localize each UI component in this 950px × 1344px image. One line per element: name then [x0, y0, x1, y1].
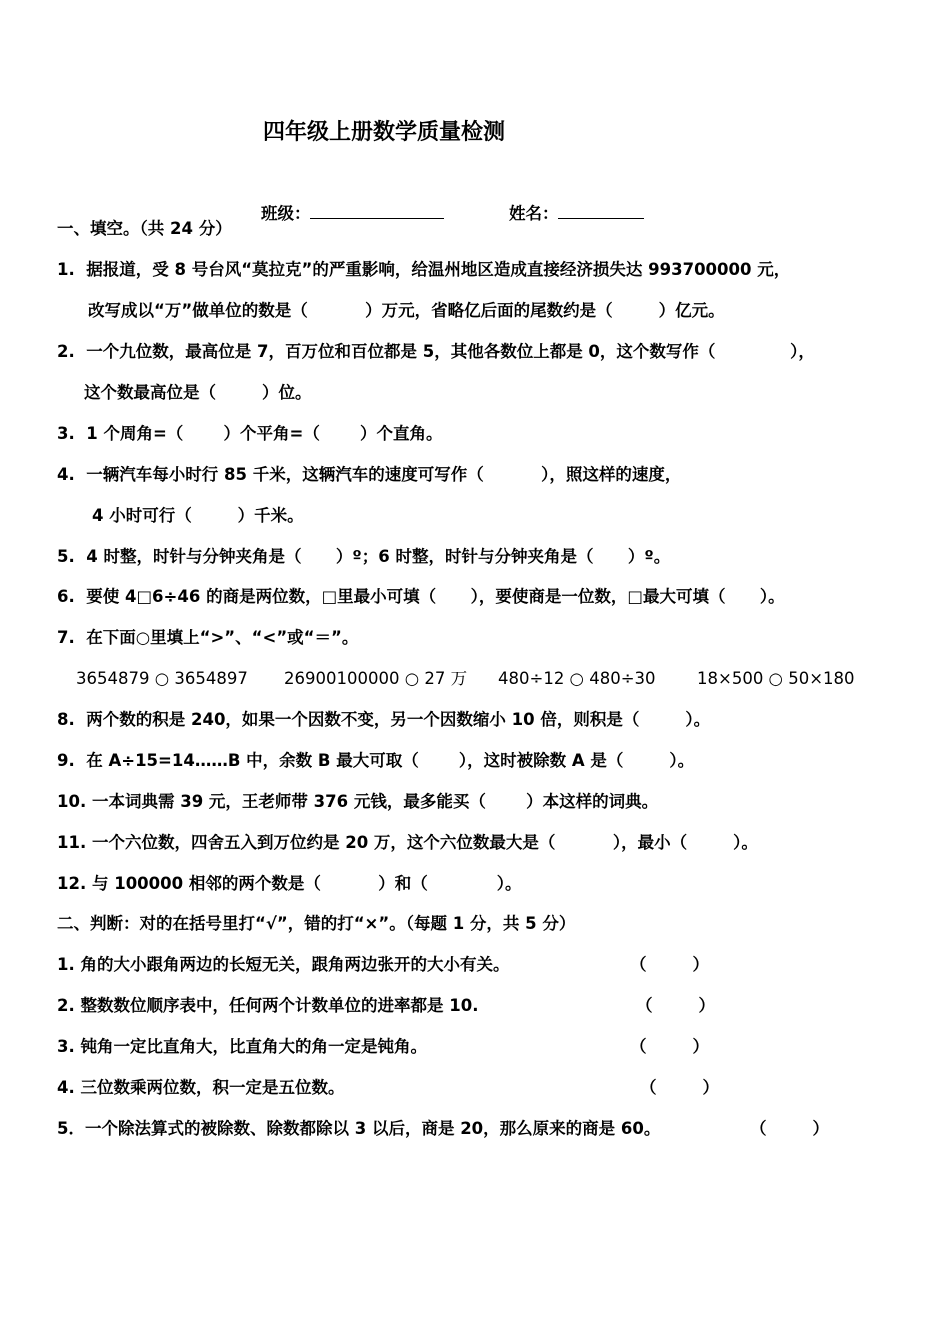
question-5: 5. 4 时整，时针与分钟夹角是（ ）º；6 时整，时针与分钟夹角是（ ）º。 [57, 547, 671, 566]
page-title: 四年级上册数学质量检测 [263, 120, 506, 145]
compare-item-1: 3654879 ○ 3654897 [76, 669, 248, 688]
question-12: 12. 与 100000 相邻的两个数是（ ）和（ ）。 [57, 874, 522, 893]
judge-answer-4[interactable]: （ ） [640, 1078, 719, 1097]
judge-item-4: 4. 三位数乘两位数，积一定是五位数。 [57, 1078, 345, 1097]
compare-item-3: 480÷12 ○ 480÷30 [498, 669, 656, 688]
class-input-line[interactable] [310, 200, 444, 219]
question-4-line2: 4 小时可行（ ）千米。 [92, 506, 304, 525]
question-4-line1: 4. 一辆汽车每小时行 85 千米，这辆汽车的速度可写作（ ），照这样的速度， [57, 465, 682, 484]
question-3: 3. 1 个周角=（ ）个平角=（ ）个直角。 [57, 424, 443, 443]
judge-item-1: 1. 角的大小跟角两边的长短无关，跟角两边张开的大小有关。 [57, 955, 510, 974]
question-6: 6. 要使 4□6÷46 的商是两位数，□里最小可填（ ），要使商是一位数，□最大可填（ ）。 [57, 587, 785, 606]
section2-heading: 二、判断：对的在括号里打“√”，错的打“×”。（每题 1 分，共 5 分） [57, 914, 576, 933]
compare-item-2: 26900100000 ○ 27 万 [284, 669, 468, 688]
question-1-line1: 1. 据报道，受 8 号台风“莫拉克”的严重影响，给温州地区造成直接经济损失达 993700000 元， [57, 260, 791, 279]
judge-answer-3[interactable]: （ ） [630, 1037, 709, 1056]
name-label: 姓名： [508, 204, 559, 223]
judge-item-2: 2. 整数数位顺序表中，任何两个计数单位的进率都是 10. [57, 996, 479, 1015]
judge-answer-5[interactable]: （ ） [750, 1119, 829, 1138]
question-2-line2: 这个数最高位是（ ）位。 [84, 383, 312, 402]
question-10: 10. 一本词典需 39 元，王老师带 376 元钱，最多能买（ ）本这样的词典。 [57, 792, 659, 811]
section1-heading: 一、填空。（共 24 分） [57, 219, 232, 238]
question-1-line2: 改写成以“万”做单位的数是（ ）万元，省略亿后面的尾数约是（ ）亿元。 [88, 301, 725, 320]
question-11: 11. 一个六位数，四舍五入到万位约是 20 万，这个六位数最大是（ ），最小（ ）。 [57, 833, 758, 852]
question-8: 8. 两个数的积是 240，如果一个因数不变，另一个因数缩小 10 倍，则积是（ ）。 [57, 710, 711, 729]
class-label: 班级： [260, 204, 311, 223]
judge-answer-2[interactable]: （ ） [636, 996, 715, 1015]
compare-item-4: 18×500 ○ 50×180 [697, 669, 855, 688]
judge-item-5: 5．一个除法算式的被除数、除数都除以 3 以后，商是 20，那么原来的商是 60。 [57, 1119, 661, 1138]
question-2-line1: 2. 一个九位数，最高位是 7，百万位和百位都是 5，其他各数位上都是 0，这个数写作（ ）， [57, 342, 815, 361]
class-field [238, 178, 444, 247]
question-7: 7. 在下面○里填上“>”、“<”或“＝”。 [57, 628, 359, 647]
question-9: 9. 在 A÷15=14……B 中，余数 B 最大可取（ ），这时被除数 A 是（ ）。 [57, 751, 695, 770]
name-input-line[interactable] [558, 200, 644, 219]
judge-item-3: 3. 钝角一定比直角大，比直角大的角一定是钝角。 [57, 1037, 427, 1056]
judge-answer-1[interactable]: （ ） [630, 955, 709, 974]
name-field [486, 178, 644, 247]
